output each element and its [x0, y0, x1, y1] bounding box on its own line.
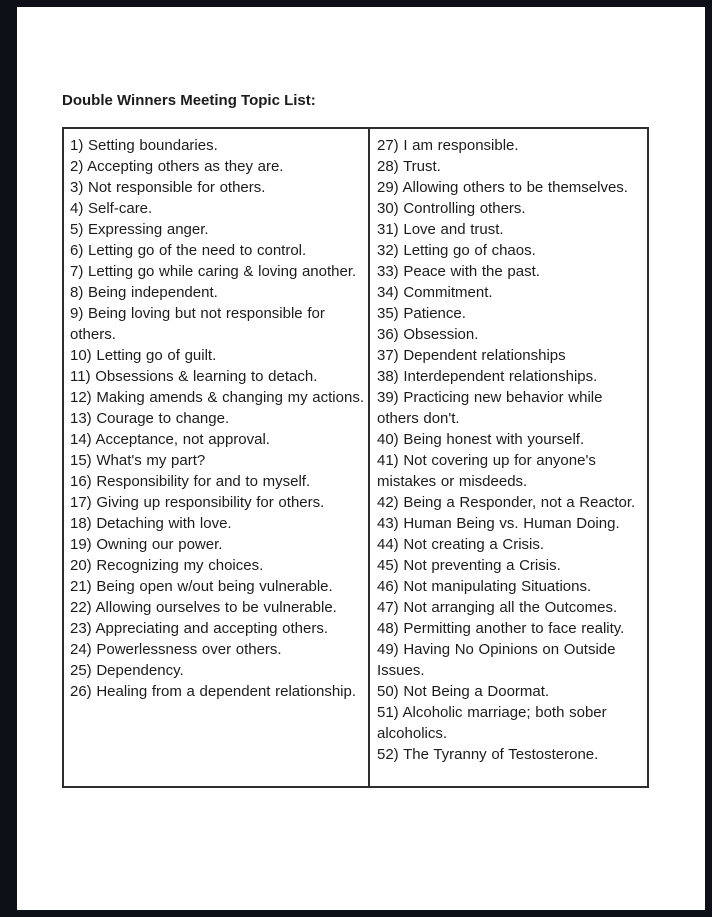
topic-item: 13) Courage to change. — [70, 410, 230, 427]
topic-item: 3) Not responsible for others. — [70, 179, 266, 196]
topic-item: 42) Being a Responder, not a Reactor. — [377, 494, 636, 511]
topic-item: 33) Peace with the past. — [377, 263, 540, 280]
topic-item: 35) Patience. — [377, 305, 466, 322]
topic-item: 34) Commitment. — [377, 284, 493, 301]
topic-item: 51) Alcoholic marriage; both sober alcoholics. — [377, 704, 607, 742]
topic-item: 41) Not covering up for anyone's mistakes or misdeeds. — [377, 452, 596, 490]
topic-item: 40) Being honest with yourself. — [377, 431, 585, 448]
topic-item: 14) Acceptance, not approval. — [70, 431, 270, 448]
topic-item: 16) Responsibility for and to myself. — [70, 473, 311, 490]
topic-item: 27) I am responsible. — [377, 137, 519, 154]
topic-item: 30) Controlling others. — [377, 200, 526, 217]
topic-item: 44) Not creating a Crisis. — [377, 536, 545, 553]
topic-item: 2) Accepting others as they are. — [70, 158, 284, 175]
topic-list-table — [62, 127, 649, 788]
topic-item: 48) Permitting another to face reality. — [377, 620, 625, 637]
topic-item: 6) Letting go of the need to control. — [70, 242, 307, 259]
topic-item: 10) Letting go of guilt. — [70, 347, 217, 364]
topic-item: 11) Obsessions & learning to detach. — [70, 368, 318, 385]
topic-item: 36) Obsession. — [377, 326, 479, 343]
topic-item: 24) Powerlessness over others. — [70, 641, 282, 658]
topic-item: 7) Letting go while caring & loving another. — [70, 263, 357, 280]
topic-item: 49) Having No Opinions on Outside Issues. — [377, 641, 616, 679]
topic-item: 12) Making amends & changing my actions. — [70, 389, 364, 406]
topic-item: 45) Not preventing a Crisis. — [377, 557, 561, 574]
topic-item: 19) Owning our power. — [70, 536, 223, 553]
topic-item: 9) Being loving but not responsible for others. — [70, 305, 325, 343]
topic-item: 29) Allowing others to be themselves. — [377, 179, 628, 196]
topic-column-left — [64, 129, 370, 786]
topic-item: 47) Not arranging all the Outcomes. — [377, 599, 618, 616]
topic-item: 4) Self-care. — [70, 200, 153, 217]
topic-item: 46) Not manipulating Situations. — [377, 578, 592, 595]
topic-item: 25) Dependency. — [70, 662, 184, 679]
topic-item: 26) Healing from a dependent relationship. — [70, 683, 357, 700]
topic-item: 20) Recognizing my choices. — [70, 557, 264, 574]
topic-item: 1) Setting boundaries. — [70, 137, 218, 154]
topic-column-right — [370, 129, 647, 786]
topic-item: 37) Dependent relationships — [377, 347, 566, 364]
document-page — [17, 7, 705, 910]
page-title: Double Winners Meeting Topic List: — [62, 92, 316, 109]
topic-item: 5) Expressing anger. — [70, 221, 209, 238]
topic-item: 21) Being open w/out being vulnerable. — [70, 578, 333, 595]
topic-item: 23) Appreciating and accepting others. — [70, 620, 329, 637]
topic-item: 8) Being independent. — [70, 284, 218, 301]
topic-item: 31) Love and trust. — [377, 221, 504, 238]
topic-item: 17) Giving up responsibility for others. — [70, 494, 325, 511]
topic-item: 18) Detaching with love. — [70, 515, 232, 532]
topic-item: 15) What's my part? — [70, 452, 206, 469]
topic-item: 22) Allowing ourselves to be vulnerable. — [70, 599, 337, 616]
topic-item: 50) Not Being a Doormat. — [377, 683, 550, 700]
topic-item: 39) Practicing new behavior while others don't. — [377, 389, 603, 427]
topic-item: 32) Letting go of chaos. — [377, 242, 536, 259]
topic-item: 28) Trust. — [377, 158, 441, 175]
topic-item: 38) Interdependent relationships. — [377, 368, 598, 385]
topic-item: 52) The Tyranny of Testosterone. — [377, 746, 599, 763]
topic-item: 43) Human Being vs. Human Doing. — [377, 515, 620, 532]
